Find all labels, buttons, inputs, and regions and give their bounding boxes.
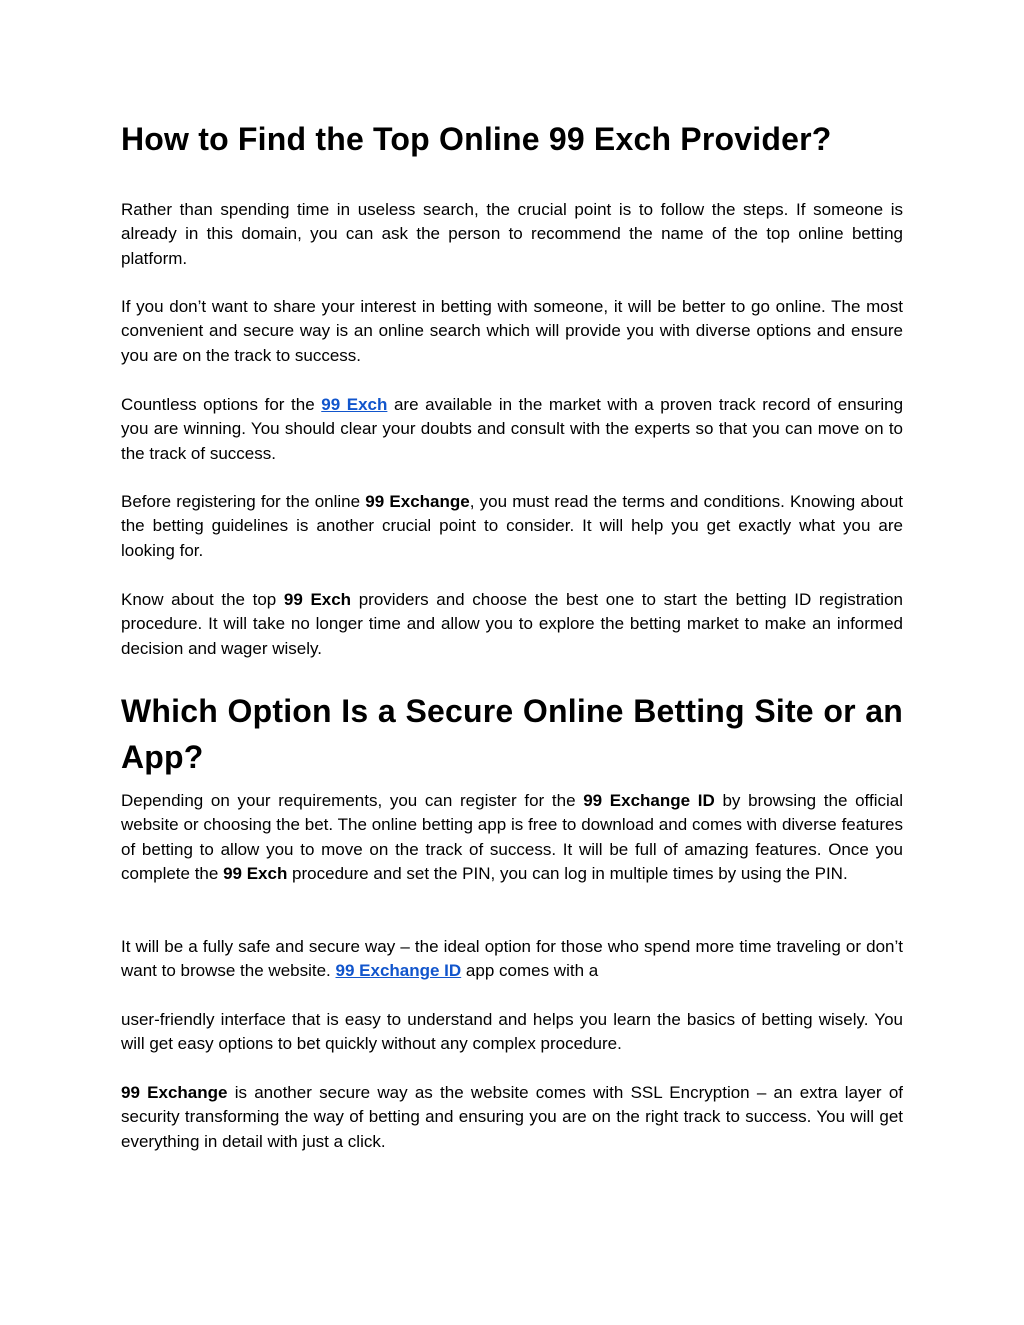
text-run: app comes with a — [461, 961, 599, 981]
text-run: procedure and set the PIN, you can log in multiple times by using the PIN. — [287, 864, 848, 884]
text-run: is another secure way as the website comes with SSL Encryption – an extra layer of security transforming the way of betting and ensuring you are on the right track to success. You will get everything in detail with just a click. — [121, 1083, 903, 1151]
paragraph-know-about-top — [121, 588, 903, 661]
link-99-exchange-id[interactable]: 99 Exchange ID — [335, 961, 462, 981]
paragraph-countless-options — [121, 393, 903, 466]
text-run: Know about the top — [121, 590, 284, 609]
paragraph-intro: Rather than spending time in useless search, the crucial point is to follow the steps. If someone is already in this domain, you can ask the person to recommend the name of the top online betting platform. — [121, 200, 903, 268]
text-run: providers and choose the best one to start the betting ID registration procedure. It will take no longer time and allow you to explore the betting market to make an informed decision and wager wisely. — [121, 590, 903, 658]
bold-99-exchange: 99 Exchange — [121, 1083, 228, 1102]
paragraph-go-online: If you don’t want to share your interest in betting with someone, it will be better to go online. The most convenient and secure way is an online search which will provide you with diverse options and ensure you are on the track to success. — [121, 297, 903, 365]
text-run: Countless options for the — [121, 395, 322, 414]
bold-99-exch: 99 Exch — [283, 590, 352, 609]
text-run: by browsing the official website or choosing the bet. The online betting app is free to download and comes with diverse features of betting to allow you to move on the track of success. It will be full of amazing features. Once you complete the — [121, 791, 903, 884]
paragraph-fully-safe — [121, 935, 903, 984]
bold-99-exchange: 99 Exchange — [365, 492, 470, 511]
text-run: are available in the market with a proven track record of ensuring you are winning. You should clear your doubts and consult with the experts so that you can move on to the track of success. — [121, 395, 904, 463]
bold-99-exchange-id: 99 Exchange ID — [583, 791, 715, 810]
text-run: Before registering for the online — [121, 492, 366, 511]
paragraph-depending-requirements — [121, 789, 903, 887]
link-99-exch[interactable]: 99 Exch — [321, 395, 388, 414]
heading-secure-site-or-app: Which Option Is a Secure Online Betting Site or an App? — [121, 693, 903, 775]
paragraph-before-registering — [121, 490, 903, 563]
heading-find-top-provider: How to Find the Top Online 99 Exch Provider? — [121, 121, 832, 157]
text-run: Depending on your requirements, you can register for the — [121, 791, 584, 810]
paragraph-ssl-encryption — [121, 1081, 903, 1154]
paragraph-user-friendly: user-friendly interface that is easy to understand and helps you learn the basics of betting wisely. You will get easy options to bet quickly without any complex procedure. — [121, 1010, 903, 1054]
text-run: It will be a fully safe and secure way – the ideal option for those who spend more time traveling or don’t want to browse the website. — [121, 937, 903, 981]
text-run: , you must read the terms and conditions. Knowing about the betting guidelines is another crucial point to consider. It will help you get exactly what you are looking for. — [121, 492, 904, 560]
bold-99-exch: 99 Exch — [223, 864, 288, 884]
